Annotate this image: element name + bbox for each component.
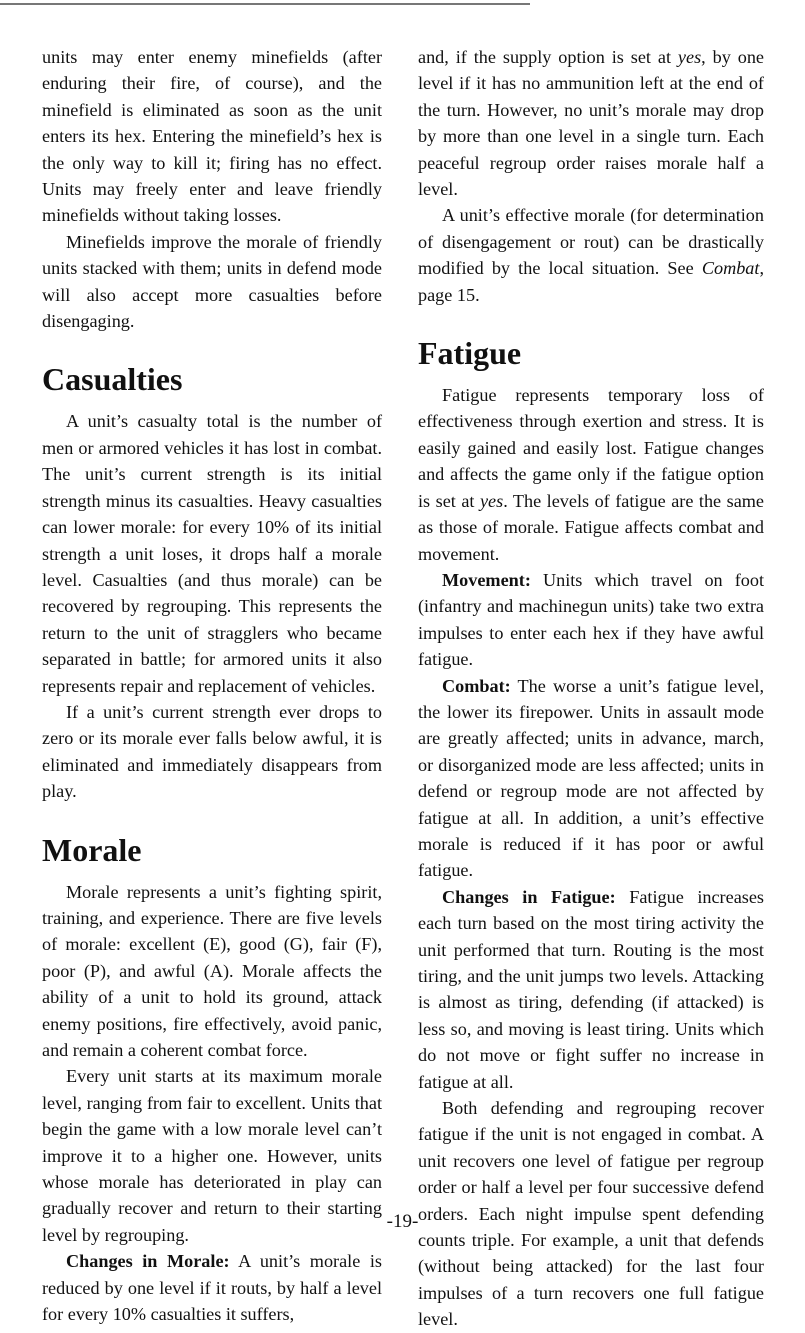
- text-combat: The worse a unit’s fatigue level, the lower its firepower. Units in assault mode are greatly affected; units in advance, march, or disorganized mode are less affected; units in defend or regroup mode are not affected by fatigue at all. In addition, a unit’s effective morale is reduced if it has poor or awful fatigue.: [418, 675, 764, 881]
- heading-morale: Morale: [42, 831, 142, 868]
- lead-changes-in-fatigue: Changes in Fatigue:: [442, 886, 616, 907]
- paragraph-combat: [418, 673, 764, 884]
- lead-combat: Combat:: [442, 675, 511, 696]
- text-movement: Units which travel on foot (infantry and machinegun units) take two extra impulses to enter each hex if they have awful fatigue.: [418, 569, 764, 670]
- lead-movement: Movement:: [442, 569, 531, 590]
- text-segment: A unit’s effective morale (for determination of disengagement or rout) can be drastically modified by the local situation. See: [418, 205, 764, 279]
- paragraph-changes-in-morale: [42, 1248, 382, 1327]
- text-segment: , page 15.: [418, 258, 764, 305]
- text-changes-in-morale: A unit’s morale is reduced by one level if it routs, by half a level for every 10% casualties it suffers,: [42, 1251, 382, 1325]
- paragraph-movement: [418, 567, 764, 673]
- text-changes-in-fatigue: Fatigue increases each turn based on the most tiring activity the unit performed that turn. Routing is the most tiring, and the unit jumps two levels. Attacking is almost as tiring, defending (if attacked) is less so, and moving is least tiring. Units which do not move or fight suffer no increase in fatigue at all.: [418, 886, 764, 1092]
- paragraph-morale-continued: [418, 44, 764, 202]
- lead-changes-in-morale: Changes in Morale:: [66, 1251, 230, 1272]
- italic-yes: yes: [677, 47, 702, 67]
- paragraph-casualties-2: If a unit’s current strength ever drops to zero or its morale ever falls below awful, it is eliminated and immediately disappears from play.: [42, 701, 382, 802]
- paragraph-changes-in-fatigue: [418, 884, 764, 1095]
- italic-combat-reference: Combat: [701, 258, 760, 279]
- paragraph-morale-1: Morale represents a unit’s fighting spirit, training, and experience. There are five levels of morale: excellent (E), good (G), fair (F), poor (P), and awful (A). Morale affects the ability of a unit to hold its ground, attack enemy positions, fire effectively, avoid panic, and remain a coherent combat force.: [42, 881, 382, 1060]
- paragraph-morale-2: Every unit starts at its maximum morale level, ranging from fair to excellent. Units that begin the game with a low morale level can’t improve it to a higher one. However, units whose morale has deteriorated in play can gradually recover and return to their starting level by regrouping.: [42, 1066, 382, 1245]
- right-column: [418, 44, 764, 1333]
- paragraph-casualties-1: A unit’s casualty total is the number of men or armored vehicles it has lost in combat. The unit’s current strength is its initial strength minus its casualties. Heavy casualties can lower morale: for every 10% of its initial strength a unit loses, it drops half a morale level. Casualties (and thus morale) can be recovered by regrouping. This represents the return to the unit of stragglers who became separated in battle; for armored units it also represents repair and replacement of vehicles.: [42, 411, 382, 696]
- paragraph-fatigue-1: [418, 382, 764, 567]
- text-segment: , by one level if it has no ammunition left at the end of the turn. However, no unit’s morale may drop by more than one level in a single turn. Each peaceful regroup order raises morale half a level.: [418, 47, 764, 200]
- paragraph-minefield-morale: Minefields improve the morale of friendly units stacked with them; units in defend mode will also accept more casualties before disengaging.: [42, 231, 382, 332]
- paragraph-fatigue-recovery: Both defending and regrouping recover fatigue if the unit is not engaged in combat. A unit recovers one level of fatigue per regroup order or half a level per four successive defend orders. Each night impulse spent defending counts triple. For example, a unit that defends (without being attacked) for the last four impulses of a turn recovers one full fatigue level.: [418, 1098, 764, 1330]
- text-segment: Fatigue represents temporary loss of effectiveness through exertion and stress. It is easily gained and easily lost. Fatigue changes and affects the game only if the fatigue option is set at: [418, 385, 764, 511]
- text-segment: . The levels of fatigue are the same as those of morale. Fatigue affects combat and movement.: [418, 490, 764, 564]
- heading-fatigue: Fatigue: [418, 335, 522, 372]
- heading-casualties: Casualties: [42, 361, 183, 398]
- page-number: -19-: [386, 1211, 419, 1232]
- paragraph-effective-morale: [418, 202, 764, 308]
- italic-yes: yes: [479, 490, 504, 511]
- left-column: [42, 44, 382, 1327]
- paragraph-minefield-continued: units may enter enemy minefields (after enduring their fire, of course), and the minefield is eliminated as soon as the unit enters its hex. Entering the minefield’s hex is the only way to kill it; firing has no effect. Units may freely enter and leave friendly minefields without taking losses.: [42, 47, 382, 226]
- text-segment: and, if the supply option is set at: [418, 47, 678, 67]
- top-rule: [0, 3, 530, 5]
